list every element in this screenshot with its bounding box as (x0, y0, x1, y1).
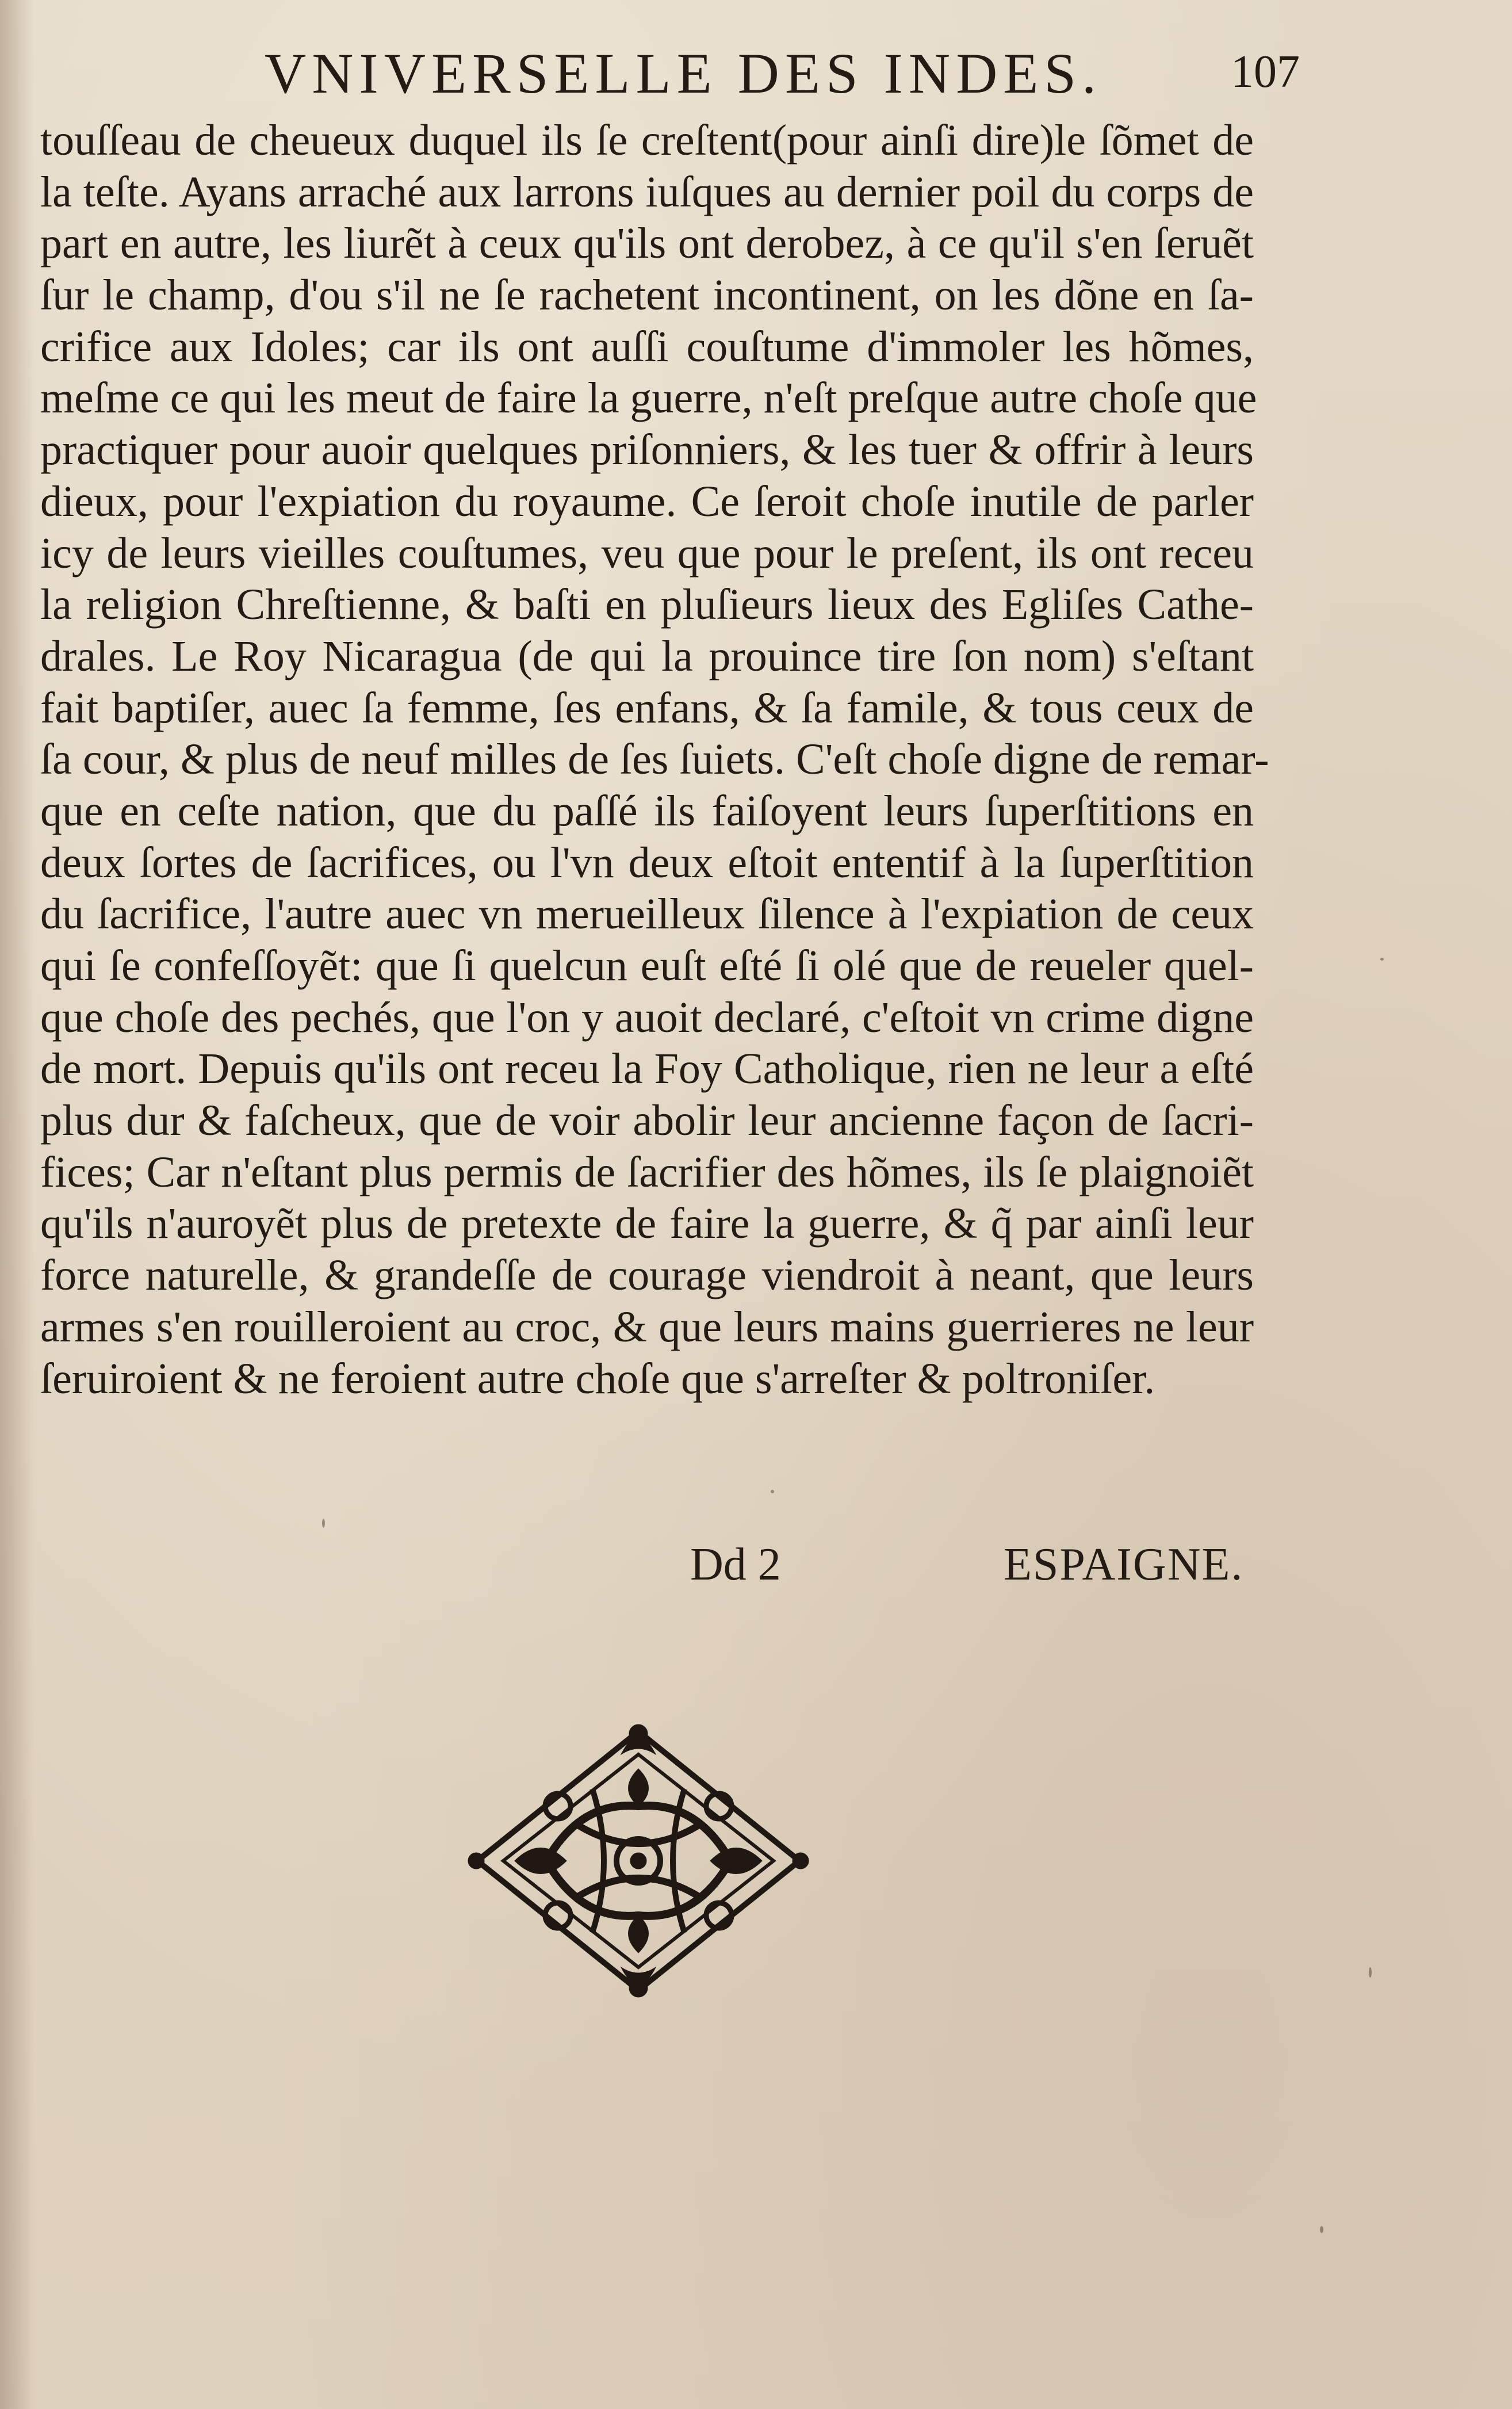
text-line: crifice aux Idoles; car ils ont auſſi couſtume d'immoler les hõmes, (40, 322, 1254, 371)
text-line: ſeruiroient & ne feroient autre choſe que s'arreſter & poltroniſer. (40, 1354, 1155, 1403)
text-line: que choſe des pechés, que l'on y auoit declaré, c'eſtoit vn crime digne (40, 993, 1254, 1042)
paper-speck (1380, 958, 1384, 961)
text-line: part en autre, les liurẽt à ceux qu'ils ont derobez, à ce qu'il s'en ſeruẽt (40, 219, 1254, 268)
text-line: plus dur & faſcheux, que de voir abolir leur ancienne façon de ſacri- (40, 1096, 1254, 1145)
text-line: fait baptiſer, auec ſa femme, ſes enfans, & ſa famile, & tous ceux de (40, 683, 1254, 732)
page-number: 107 (1231, 47, 1300, 97)
text-line: ſur le champ, d'ou s'il ne ſe rachetent incontinent, on les dõne en ſa- (40, 271, 1254, 320)
printers-fleuron-ornament-icon (460, 1720, 817, 2002)
text-line: qui ſe confeſſoyẽt: que ſi quelcun euſt eſté ſi olé que de reueler quel- (40, 942, 1254, 990)
paper-speck (1320, 2226, 1323, 2233)
body-text (40, 115, 1269, 1405)
text-line: force naturelle, & grandeſſe de courage viendroit à neant, que leurs (40, 1251, 1254, 1300)
text-line: la teſte. Ayans arraché aux larrons iuſques au dernier poil du corps de (40, 167, 1254, 216)
signature-mark: Dd 2 (690, 1539, 781, 1590)
text-line: dieux, pour l'expiation du royaume. Ce ſeroit choſe inutile de parler (40, 477, 1254, 526)
text-line: drales. Le Roy Nicaragua (de qui la prouince tire ſon nom) s'eſtant (40, 632, 1254, 680)
text-line: de mort. Depuis qu'ils ont receu la Foy Catholique, rien ne leur a eſté (40, 1045, 1254, 1093)
text-line: la religion Chreſtienne, & baſti en pluſieurs lieux des Egliſes Cathe- (40, 580, 1254, 629)
paper-speck (771, 1490, 774, 1493)
text-line: armes s'en rouilleroient au croc, & que leurs mains guerrieres ne leur (40, 1302, 1254, 1351)
paper-speck (322, 1519, 325, 1528)
running-head: VNIVERSELLE DES INDES. (265, 41, 1103, 105)
text-line: du ſacrifice, l'autre auec vn merueilleux ſilence à l'expiation de ceux (40, 890, 1254, 939)
paper-speck (1369, 1967, 1372, 1978)
text-line: ſa cour, & plus de neuf milles de ſes ſuiets. C'eſt choſe digne de remar- (40, 735, 1269, 784)
text-line: touſſeau de cheueux duquel ils ſe creſtent(pour ainſi dire)le ſõmet de (40, 116, 1254, 165)
text-line: icy de leurs vieilles couſtumes, veu que pour le preſent, ils ont receu (40, 529, 1254, 578)
text-line: que en ceſte nation, que du paſſé ils faiſoyent leurs ſuperſtitions en (40, 786, 1254, 835)
text-line: meſme ce qui les meut de faire la guerre, n'eſt preſque autre choſe que (40, 374, 1257, 423)
text-line: qu'ils n'auroyẽt plus de pretexte de faire la guerre, & q̃ par ainſi leur (40, 1199, 1254, 1248)
catchword: ESPAIGNE. (1004, 1539, 1244, 1590)
text-line: fices; Car n'eſtant plus permis de ſacrifier des hõmes, ils ſe plaignoiẽt (40, 1148, 1254, 1196)
text-line: practiquer pour auoir quelques priſonniers, & les tuer & offrir à leurs (40, 426, 1254, 475)
text-line: deux ſortes de ſacrifices, ou l'vn deux eſtoit ententif à la ſuperſtition (40, 838, 1254, 887)
gutter-shadow (0, 0, 35, 2409)
page-header (265, 35, 1300, 109)
